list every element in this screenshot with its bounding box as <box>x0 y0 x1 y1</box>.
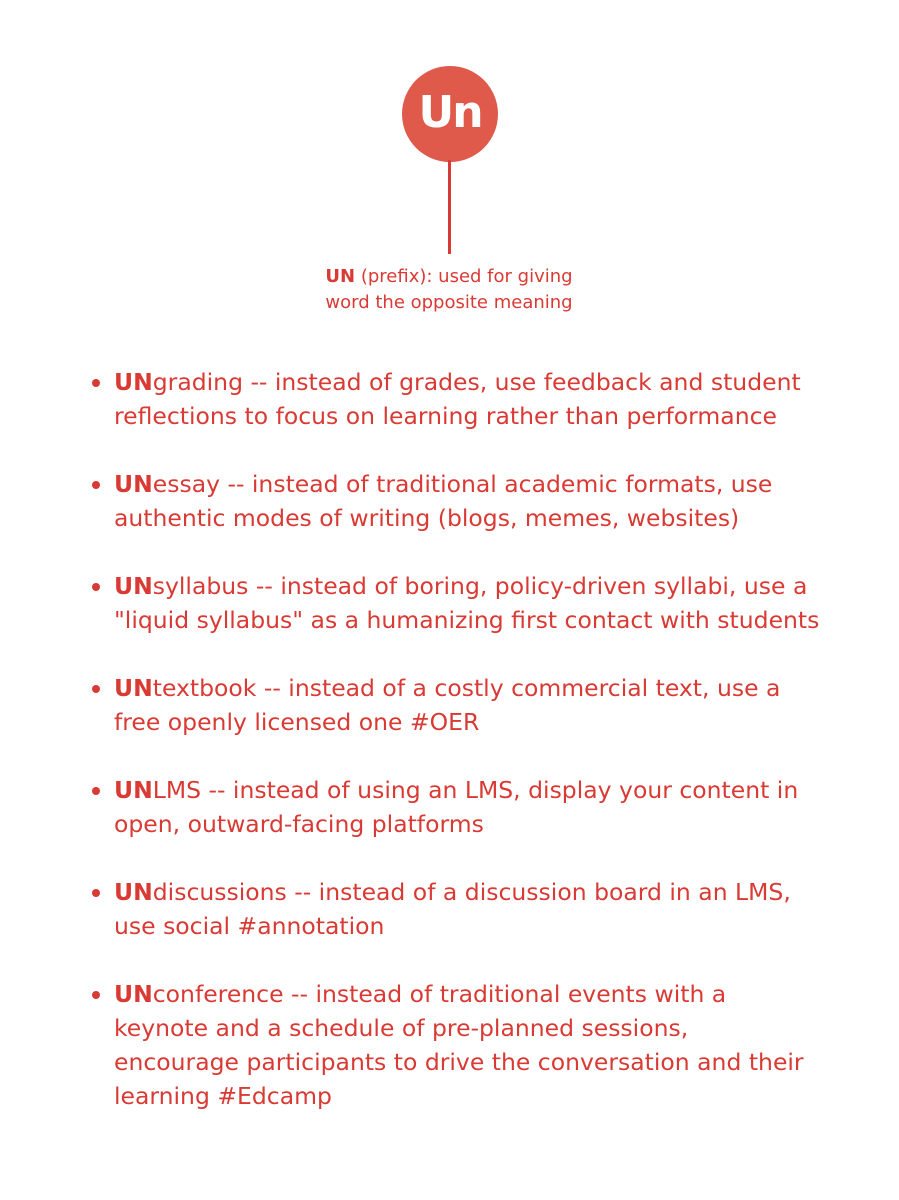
item-prefix: UN <box>114 572 153 600</box>
item-text: LMS -- instead of using an LMS, display your content in open, outward-facing platforms <box>114 776 799 838</box>
un-logo <box>0 0 899 260</box>
bullet <box>92 787 100 795</box>
definition-line-2: word the opposite meaning <box>325 292 573 313</box>
list-item-undiscussions <box>90 875 820 943</box>
definition-line-1 <box>249 264 649 290</box>
bullet <box>92 583 100 591</box>
item-prefix: UN <box>114 776 153 804</box>
bullet <box>92 991 100 999</box>
item-text: conference -- instead of traditional events with a keynote and a schedule of pre-planned sessions, encourage participants to drive the conversation and their learning #Edcamp <box>114 980 804 1110</box>
definition-line-1-rest: (prefix): used for giving <box>355 266 573 287</box>
item-prefix: UN <box>114 980 153 1008</box>
un-practices-list <box>90 365 820 1147</box>
definition-term: UN <box>325 266 356 287</box>
item-prefix: UN <box>114 470 153 498</box>
item-text: grading -- instead of grades, use feedback and student reflections to focus on learning rather than performance <box>114 368 801 430</box>
item-prefix: UN <box>114 674 153 702</box>
item-text: textbook -- instead of a costly commercial text, use a free openly licensed one #OER <box>114 674 781 736</box>
list-item-ungrading <box>90 365 820 433</box>
list-item-unessay <box>90 467 820 535</box>
prefix-definition <box>249 264 649 316</box>
item-text: discussions -- instead of a discussion board in an LMS, use social #annotation <box>114 878 791 940</box>
bullet <box>92 889 100 897</box>
logo-stem <box>448 160 451 254</box>
list-item-unlms <box>90 773 820 841</box>
logo-circle <box>402 66 498 162</box>
list-item-unconference <box>90 977 820 1113</box>
item-text: essay -- instead of traditional academic formats, use authentic modes of writing (blogs, memes, websites) <box>114 470 773 532</box>
bullet <box>92 685 100 693</box>
list-item-unsyllabus <box>90 569 820 637</box>
list-item-untextbook <box>90 671 820 739</box>
item-prefix: UN <box>114 368 153 396</box>
bullet <box>92 481 100 489</box>
logo-text: Un <box>418 87 482 138</box>
bullet <box>92 379 100 387</box>
item-prefix: UN <box>114 878 153 906</box>
item-text: syllabus -- instead of boring, policy-driven syllabi, use a "liquid syllabus" as a humanizing first contact with students <box>114 572 820 634</box>
